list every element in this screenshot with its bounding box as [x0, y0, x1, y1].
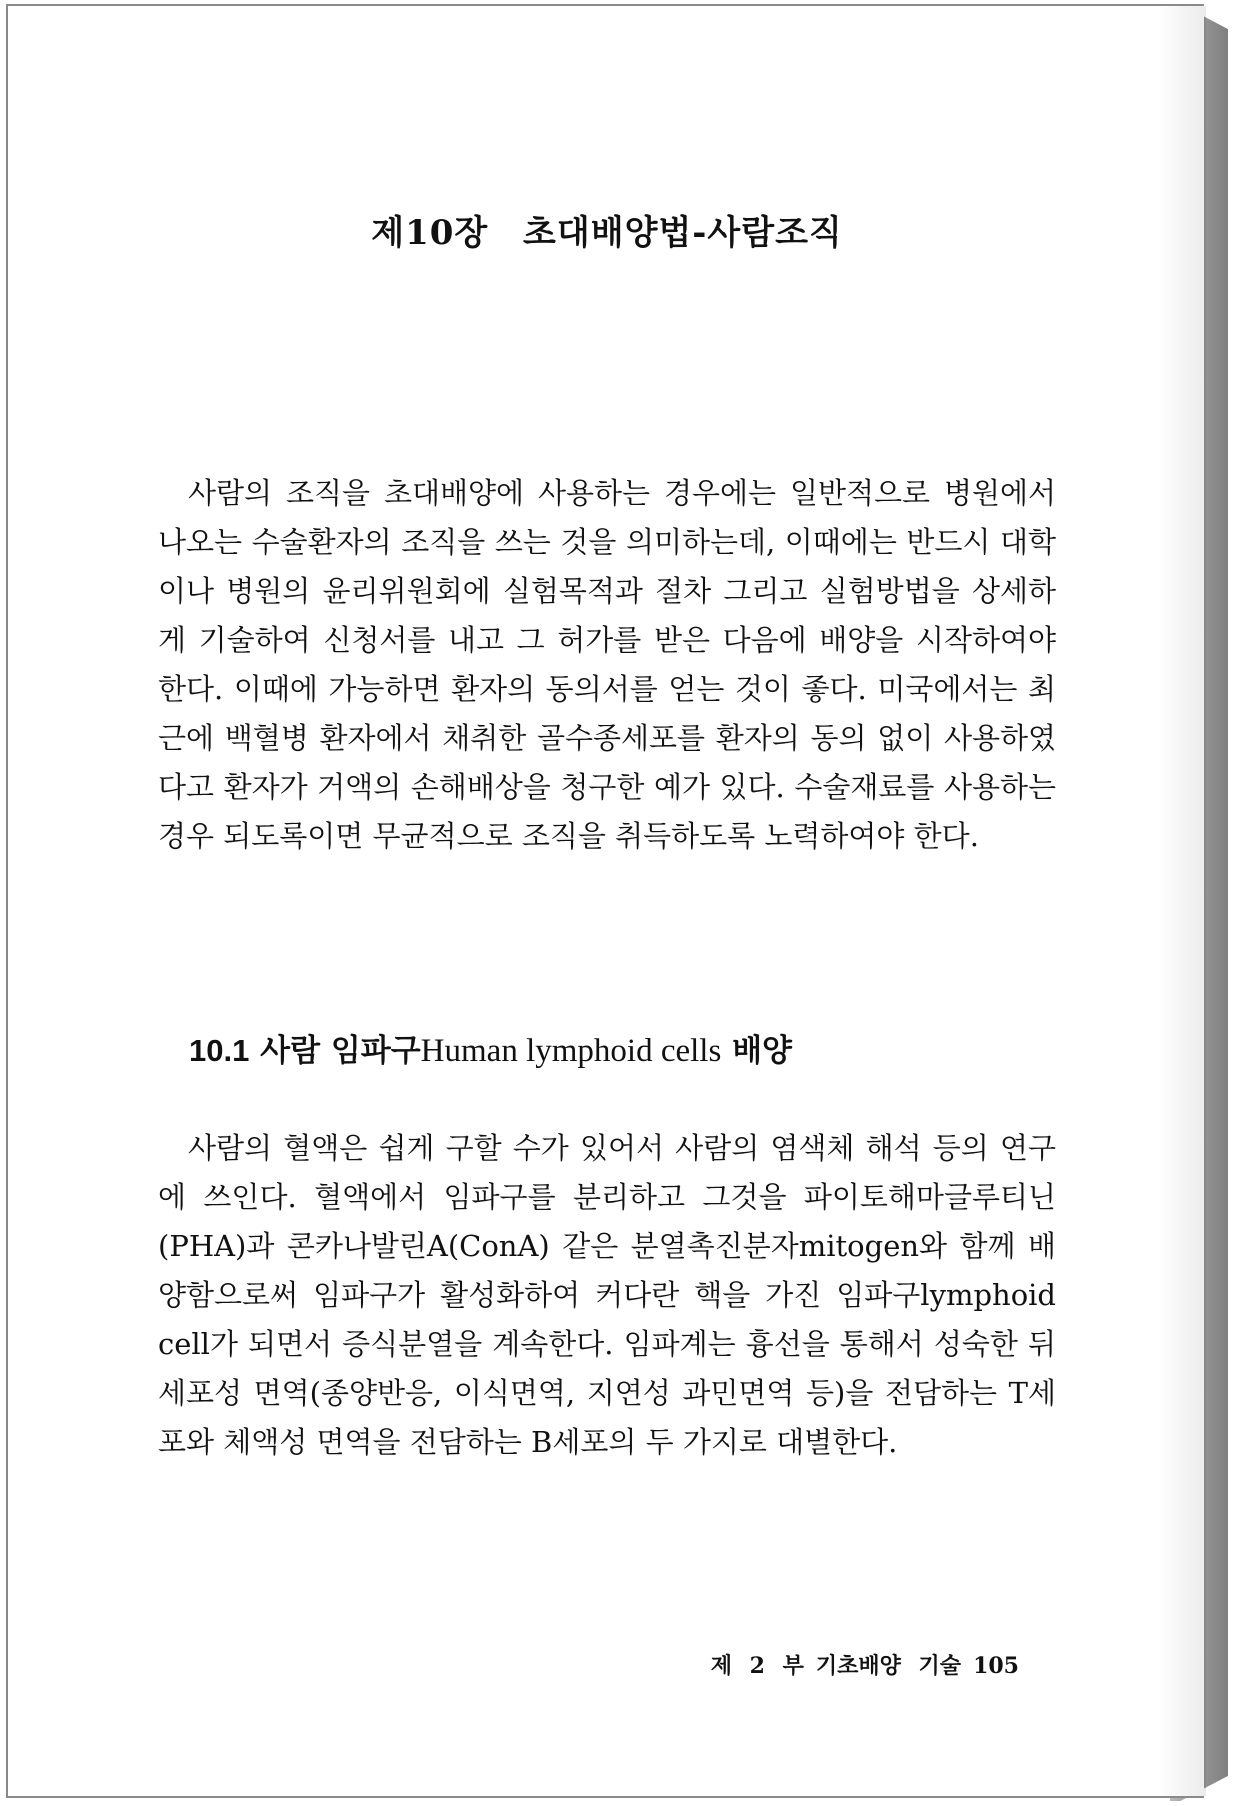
book-page — [6, 4, 1204, 1798]
section-title-ko: 사람 임파구 — [260, 1033, 421, 1069]
body-paragraph-1 — [158, 469, 1056, 861]
section-title-suffix: 배양 — [732, 1033, 793, 1069]
footer-part: 제 2 부 — [710, 1653, 804, 1679]
page-footer — [711, 1649, 1019, 1680]
paragraph-1-text: 사람의 조직을 초대배양에 사용하는 경우에는 일반적으로 병원에서 나오는 수술환자의 조직을 쓰는 것을 의미하는데, 이때에는 반드시 대학이나 병원의 윤리위원회에 실험목적과 절차 그리고 실험방법을 상세하게 기술하여 신청서를 내고 그 허가를 받은 다음에 배양을 시작하여야 한다. 이때에 가능하면 환자의 동의서를 얻는 것이 좋다. 미국에서는 최근에 백혈병 환자에서 채취한 골수종세포를 환자의 동의 없이 사용하였다고 환자가 거액의 손해배상을 청구한 예가 있다. 수술재료를 사용하는 경우 되도록이면 무균적으로 조직을 취득하도록 노력하여야 한다. — [158, 476, 1056, 853]
footer-part-title: 기초배양 기술 — [815, 1653, 962, 1679]
section-heading — [189, 1025, 792, 1070]
section-title-en: Human lymphoid cells — [420, 1033, 722, 1069]
page-number: 105 — [973, 1653, 1019, 1679]
page-shadow — [1158, 6, 1206, 1796]
body-paragraph-2 — [158, 1124, 1056, 1467]
section-number: 10.1 — [189, 1033, 250, 1068]
chapter-title: 제10장 초대배양법-사람조직 — [371, 212, 843, 253]
paragraph-2-text: 사람의 혈액은 쉽게 구할 수가 있어서 사람의 염색체 해석 등의 연구에 쓰인다. 혈액에서 임파구를 분리하고 그것을 파이토해마글루티닌(PHA)과 콘카나발린A(ConA) 같은 분열촉진분자mitogen와 함께 배양함으로써 임파구가 활성화하여 커다란 핵을 가진 임파구lymphoid cell가 되면서 증식분열을 계속한다. 임파계는 흉선을 통해서 성숙한 뒤 세포성 면역(종양반응, 이식면역, 지연성 과민면역 등)을 전담하는 T세포와 체액성 면역을 전담하는 B세포의 두 가지로 대별한다. — [158, 1131, 1056, 1459]
